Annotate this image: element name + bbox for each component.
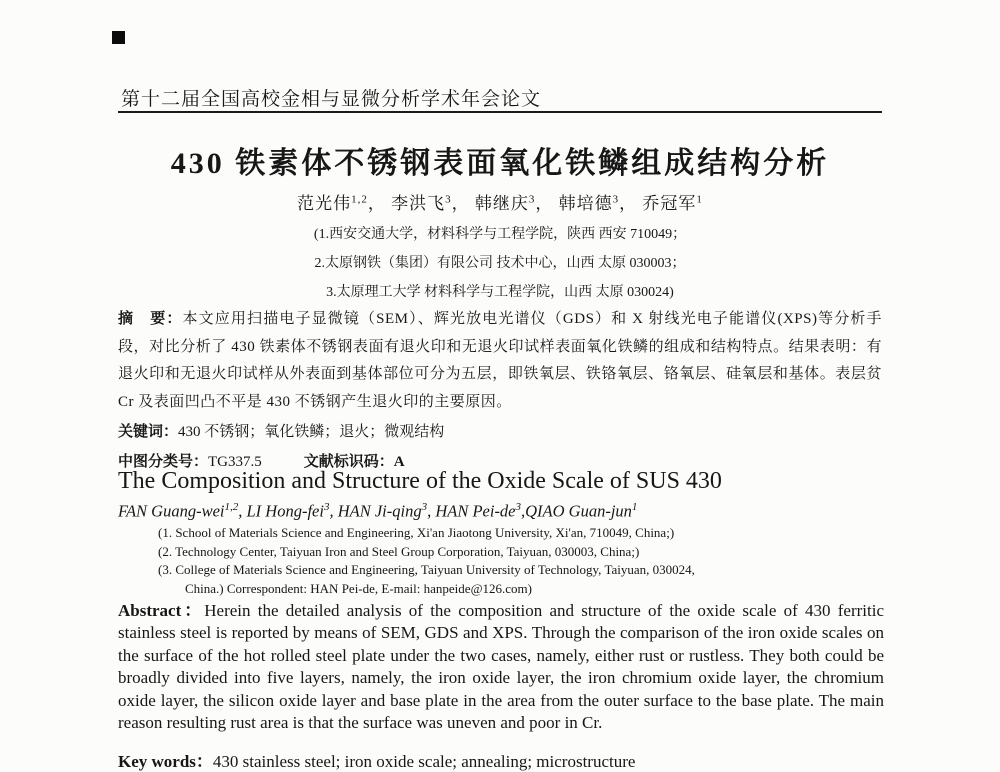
authors-en: [118, 501, 892, 522]
author-superscript: 3: [516, 501, 522, 513]
author-name: , HAN Pei-de: [427, 502, 515, 521]
affiliation-en-line: (3. College of Materials Science and Engineering, Taiyuan University of Technology, Taiyuan, 030024,: [158, 561, 882, 580]
abstract-cn: [118, 306, 882, 416]
affiliations-cn: [118, 220, 882, 307]
author-superscript: 3: [613, 193, 620, 205]
author-name: ， 韩培德: [535, 194, 612, 213]
author-superscript: 1,2: [225, 501, 239, 513]
header-divider: [118, 111, 882, 113]
keywords-cn-label: 关键词：: [118, 424, 178, 440]
author-name: ,QIAO Guan-jun: [521, 502, 632, 521]
author-name: ， 乔冠军: [619, 194, 696, 213]
affiliation-cn-line: 3.太原理工大学 材料科学与工程学院，山西 太原 030024): [118, 278, 882, 307]
conference-header: 第十二届全国高校金相与显微分析学术年会论文: [121, 84, 541, 111]
paper-title-en: The Composition and Structure of the Oxide Scale of SUS 430: [118, 468, 892, 495]
clc-value: TG337.5: [208, 454, 262, 470]
author-superscript: 3: [422, 501, 428, 513]
author-name: ， 韩继庆: [452, 194, 529, 213]
abstract-en-label: Abstract：: [118, 601, 204, 620]
doc-code-value: A: [394, 454, 405, 470]
scan-artifact-square: [112, 31, 125, 44]
abstract-cn-label: 摘 要：: [118, 311, 183, 327]
affiliation-en-line: (1. School of Materials Science and Engineering, Xi'an Jiaotong University, Xi'an, 710049, China;): [158, 524, 882, 543]
author-name: , HAN Ji-qing: [329, 502, 421, 521]
affiliation-cn-line: 2.太原钢铁（集团）有限公司 技术中心，山西 太原 030003；: [118, 249, 882, 278]
clc-label: 中图分类号：: [118, 454, 208, 470]
keywords-en-text: 430 stainless steel; iron oxide scale; annealing; microstructure: [213, 752, 636, 771]
affiliations-en: [158, 524, 882, 598]
abstract-cn-text: 本文应用扫描电子显微镜（SEM）、辉光放电光谱仪（GDS）和 X 射线光电子能谱仪(XPS)等分析手段，对比分析了 430 铁素体不锈钢表面有退火印和无退火印试样表面氧化铁鳞的组成和结构特点。结果表明：有退火印和无退火印试样从外表面到基体部位可分为五层，即铁氧层、铁铬氧层、铬氧层、硅氧层和基体。表层贫 Cr 及表面凹凸不平是 430 不锈钢产生退火印的主要原因。: [118, 311, 882, 410]
author-superscript: 1,2: [351, 193, 368, 205]
author-superscript: 1: [696, 193, 703, 205]
author-name: 范光伟: [297, 194, 351, 213]
authors-cn: [118, 189, 882, 214]
keywords-cn: [118, 420, 882, 441]
doc-code-label: 文献标识码：: [304, 454, 394, 470]
author-name: ， 李洪飞: [368, 194, 445, 213]
author-name: , LI Hong-fei: [238, 502, 324, 521]
keywords-cn-text: 430 不锈钢；氧化铁鳞；退火；微观结构: [178, 424, 444, 440]
affiliation-cn-line: (1.西安交通大学，材料科学与工程学院，陕西 西安 710049；: [118, 220, 882, 249]
abstract-en-text: Herein the detailed analysis of the composition and structure of the oxide scale of 430 ferritic stainless steel is reported by means of SEM, GDS and XPS. Through the comparison of the iron oxide scales on the surface of the hot rolled steel plate under the two cases, namely, either rust or rustless. They both could be broadly divided into five layers, namely, the iron oxide layer, the iron chromium oxide layer, the chromium oxide layer, the silicon oxide layer and base plate in the area from the outer surface to the base plate. The main reason resulting rust area is that the surface was uneven and poor in Cr.: [118, 601, 884, 732]
author-superscript: 1: [632, 501, 638, 513]
paper-title-cn: 430 铁素体不锈钢表面氧化铁鳞组成结构分析: [118, 138, 882, 182]
author-superscript: 3: [445, 193, 452, 205]
author-superscript: 3: [324, 501, 330, 513]
author-superscript: 3: [529, 193, 536, 205]
author-name: FAN Guang-wei: [118, 502, 225, 521]
keywords-en-label: Key words：: [118, 752, 213, 771]
affiliation-en-line: China.) Correspondent: HAN Pei-de, E-mail: hanpeide@126.com): [158, 580, 882, 599]
affiliation-en-line: (2. Technology Center, Taiyuan Iron and Steel Group Corporation, Taiyuan, 030003, China;): [158, 543, 882, 562]
abstract-en: [118, 600, 884, 734]
